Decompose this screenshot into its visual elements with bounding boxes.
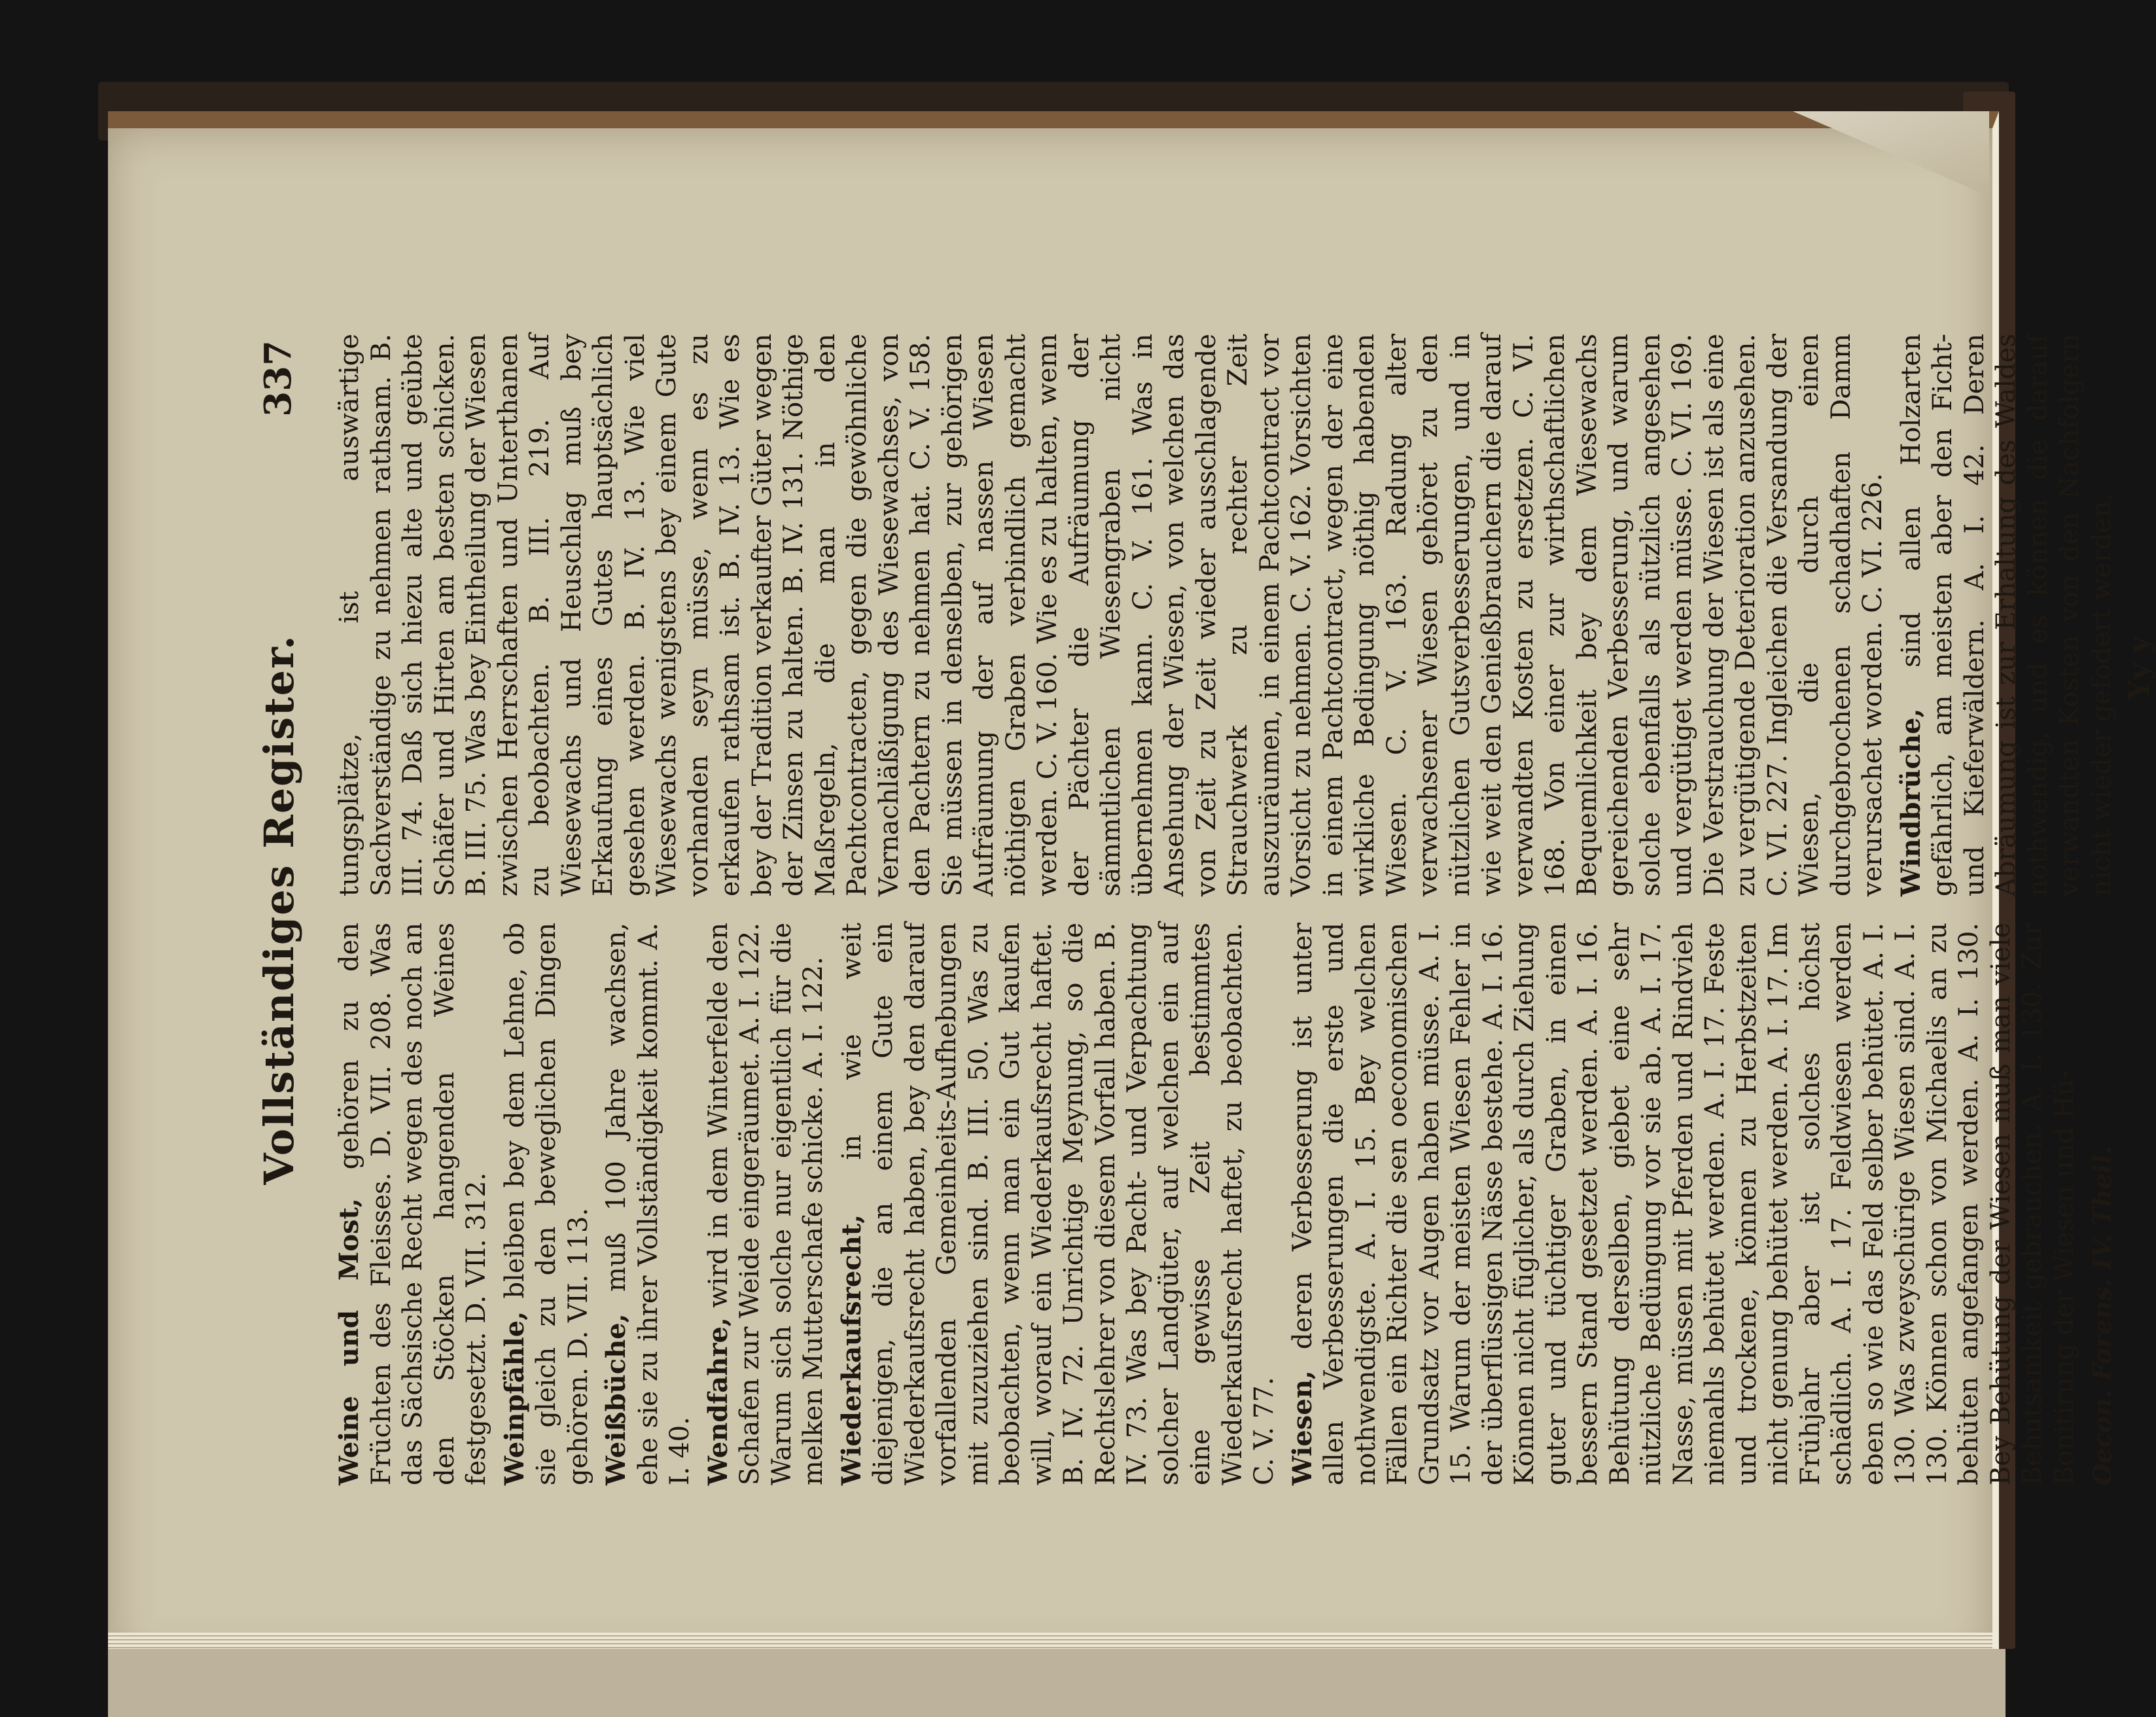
index-entry (334, 334, 1889, 896)
sheet-signature: Yy y (2123, 636, 2156, 700)
entry-headword: Wiesen, (1286, 1370, 1318, 1485)
entry-headword: Weine und Most, (334, 1198, 364, 1485)
index-entry (499, 923, 595, 1485)
index-columns (334, 334, 2156, 1485)
entry-text: in wie weit diejenigen, die an einem Gute ein Wiederkaufsrecht haben, bey den darauf vorfallenden Gemeinheits-Aufhebungen mit zuzuziehen sind. B. III. 50. Was zu beobachten, wenn man ein Gut kaufen will, worauf ein Wiederkaufsrecht haftet. B. IV. 72. Unrichtige Meynung, so die Rechtslehrer von diesem Vorfall haben. B. IV. 73. Was bey Pacht- und Verpachtung solcher Landgüter, auf welchen ein auf eine gewisse Zeit bestimmtes Wiederkaufsrecht haftet, zu beobachten. C. V. 77. (836, 923, 1279, 1485)
entry-text: deren Verbesserung ist unter allen Verbesserungen die erste und nothwendigste. A. I. 15. Bey welchen Fällen ein Richter die sen oeconomischen Grundsatz vor Augen haben müsse. A. I. 15. Warum der meisten Wiesen Fehler in der überflüssigen Nässe bestehe. A. I. 16. Können nicht füglicher, als durch Ziehung guter und tüchtiger Graben, in einen bessern Stand gesetzet werden. A. I. 16. Behütung derselben, giebet eine sehr nützliche Bedüngung vor sie ab. A. I. 17. Nasse, müssen mit Pferden und Rindvieh niemahls behütet werden. A. I. 17. Feste und trockene, können zu Herbstzeiten nicht genung behütet werden. A. I. 17. Im Frühjahr aber ist solches höchst schädlich. A. I. 17. Feldwiesen werden eben so wie das Feld selber behütet. A. I. 130. Was zweyschürige Wiesen sind. A. I. 130. Können schon von Michaelis an zu behüten angefangen werden. A. I. 130. Bey Behütung der Wiesen muß man viele Behutsamkeit gebrauchen. A. I. 130. Zur Bonitirung der Wiesen und Hü- (1287, 923, 2079, 1485)
left-column (334, 922, 2117, 1485)
index-entry (836, 923, 1281, 1485)
entry-text: tungsplätze, ist auswärtige Sachverständige zu nehmen rathsam. B. III. 74. Daß sich hiezu alte und geübte Schäfer und Hirten am besten schicken. B. III. 75. Was bey Eintheilung der Wiesen zwischen Herrschaften und Unterthanen zu beobachten. B. III. 219. Auf Wiesewachs und Heuschlag muß bey Erkaufung eines Gutes hauptsächlich gesehen werden. B. IV. 13. Wie viel Wiesewachs wenigstens bey einem Gute vorhanden seyn müsse, wenn es zu erkaufen rathsam ist. B. IV. 13. Wie es bey der Tradition verkaufter Güter wegen der Zinsen zu halten. B. IV. 131. Nöthige Maßregeln, die man in den Pachtcontracten, gegen die gewöhnliche Vernachläßigung des Wiesewachses, von den Pachtern zu nehmen hat. C. V. 158. Sie müssen in denselben, zur gehörigen Aufräumung der auf nassen Wiesen nöthigen Graben verbindlich gemacht werden. C. V. 160. Wie es zu halten, wenn der Pächter die Aufräumung der sämmtlichen Wiesengraben nicht übernehmen kann. C. V. 161. Was in Ansehung der Wiesen, von welchen das von Zeit zu Zeit wieder ausschlagende Strauchwerk zu rechter Zeit auszuräumen, in einem Pachtcontract vor Vorsicht zu nehmen. C. V. 162. Vorsichten in einem Pachtcontract, wegen der eine wirkliche Bedingung nöthig habenden Wiesen. C. V. 163. Radung alter verwachsener Wiesen gehöret zu den nützlichen Gutsverbesserungen, und in wie weit den Genießbrauchern die darauf verwandten Kosten zu ersetzen. C. VI. 168. Von einer zur wirthschaftlichen Bequemlichkeit bey dem Wiesewachs gereichenden Verbesserung, und warum solche ebenfalls als nützlich angesehen und vergütiget werden müsse. C. VI. 169. Die Verstrauchung der Wiesen ist als eine zu vergütigende Deterioration anzusehen. C. VI. 227. Ingleichen die Versandung der Wiesen, die durch einen durchgebrochenen schadhaften Damm verursachet worden. C. VI. 226. (334, 334, 1888, 896)
right-column (334, 334, 2156, 896)
footer-signature-title: Oecon. Forens. IV. Theil. (2087, 1145, 2117, 1485)
index-entry (601, 923, 696, 1485)
page-number: 337 (256, 340, 300, 417)
entry-headword: Weißbüche, (601, 1313, 631, 1485)
entry-text: sind allen Holzarten gefährlich, am meisten aber den Ficht- und Kieferwäldern. A. I. 42. Deren Abräumung ist zur Erhaltung des Waldes nothwendig, und es können die darauf verwandten Kosten von den Nachfolgern nicht wieder gefodert werden, (1896, 334, 2117, 896)
entry-text: muß 100 Jahre wachsen, ehe sie zu ihrer Vollständigkeit kommt. A. I. 40. (601, 923, 695, 1485)
entry-headword: Wiederkaufsrecht, (836, 1214, 867, 1485)
facing-page-edge (108, 1649, 2006, 1717)
entry-text: bleiben bey dem Lehne, ob sie gleich zu den beweglichen Dingen gehören. D. VII. 113. (499, 923, 593, 1485)
page-title: Vollständiges Register. (255, 634, 303, 1185)
entry-text: wird in dem Winterfelde den Schafen zur Weide eingeräumet. A. I. 122. Warum sich solche nur eigentlich für die melken Mutterschafe schicke. A. I. 122. (703, 922, 828, 1485)
index-entry (1896, 334, 2118, 896)
index-entry (703, 923, 830, 1485)
entry-text: gehören zu den Früchten des Fleisses. D. VII. 208. Was das Sächsische Recht wegen des noch an den Stöcken hangenden Weines festgesetzt. D. VII. 312. (334, 923, 491, 1485)
entry-headword: Windbrüche, (1895, 708, 1926, 896)
page-header (249, 334, 340, 1485)
index-entry (334, 923, 493, 1485)
rotated-text-block (249, 334, 2156, 1485)
entry-headword: Weinpfähle, (499, 1311, 530, 1485)
entry-headword: Wendfahre, (702, 1317, 733, 1485)
index-entry (1287, 923, 2081, 1485)
